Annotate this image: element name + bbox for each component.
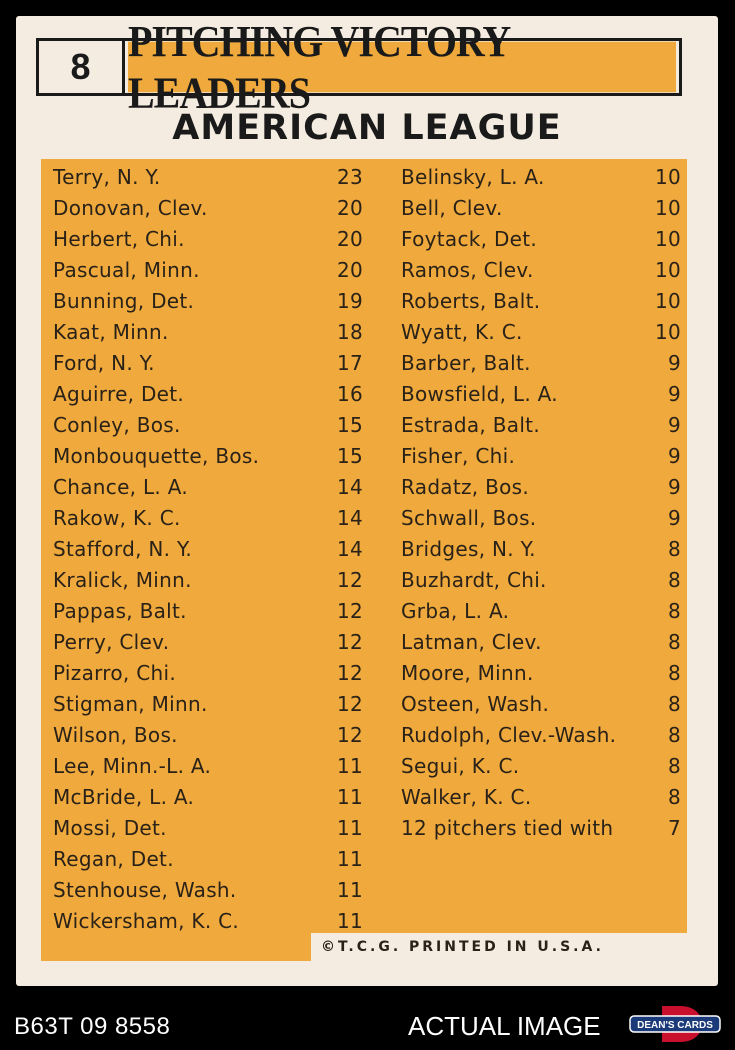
leader-row: [401, 812, 681, 843]
copyright-line: ©T.C.G. PRINTED IN U.S.A.: [311, 933, 687, 961]
pitcher-name: Conley, Bos.: [53, 412, 181, 437]
leader-row: [53, 564, 363, 595]
pitcher-name: Chance, L. A.: [53, 474, 189, 499]
pitcher-name: Rudolph, Clev.-Wash.: [401, 722, 617, 747]
deans-cards-logo: [628, 1004, 722, 1044]
pitcher-name: Radatz, Bos.: [401, 474, 530, 499]
leader-row: [53, 502, 363, 533]
leader-row: [53, 781, 363, 812]
win-count: 8: [667, 660, 681, 685]
leader-row: [401, 781, 681, 812]
leader-row: [401, 347, 681, 378]
leader-row: [53, 905, 363, 936]
pitcher-name: Herbert, Chi.: [53, 226, 185, 251]
win-count: 16: [336, 381, 363, 406]
win-count: 9: [667, 443, 681, 468]
leader-row: [401, 254, 681, 285]
win-count: 19: [336, 288, 363, 313]
pitcher-name: Barber, Balt.: [401, 350, 531, 375]
pitcher-name: Monbouquette, Bos.: [53, 443, 260, 468]
win-count: 12: [336, 598, 363, 623]
leader-row: [53, 657, 363, 688]
card-header: [36, 16, 682, 118]
pitcher-name: 12 pitchers tied with: [401, 815, 614, 840]
win-count: 9: [667, 412, 681, 437]
leader-row: [53, 750, 363, 781]
pitcher-name: Bridges, N. Y.: [401, 536, 536, 561]
leader-row: [401, 378, 681, 409]
pitcher-name: Rakow, K. C.: [53, 505, 181, 530]
win-count: 11: [336, 815, 363, 840]
pitcher-name: Aguirre, Det.: [53, 381, 185, 406]
leader-row: [53, 595, 363, 626]
win-count: 8: [667, 567, 681, 592]
win-count: 14: [336, 474, 363, 499]
league-subtitle: AMERICAN LEAGUE: [172, 108, 562, 148]
pitcher-name: Donovan, Clev.: [53, 195, 208, 220]
leader-row: [401, 223, 681, 254]
leader-row: [53, 688, 363, 719]
pitcher-name: Osteen, Wash.: [401, 691, 550, 716]
leader-row: [401, 750, 681, 781]
trading-card: [16, 16, 718, 986]
win-count: 10: [654, 226, 681, 251]
actual-image-label: ACTUAL IMAGE: [408, 1011, 601, 1041]
pitcher-name: Bowsfield, L. A.: [401, 381, 558, 406]
logo-text: DEAN'S CARDS: [637, 1020, 713, 1031]
leader-row: [53, 843, 363, 874]
pitcher-name: Wilson, Bos.: [53, 722, 178, 747]
leaders-panel: [41, 159, 687, 961]
pitcher-name: Wyatt, K. C.: [401, 319, 523, 344]
win-count: 8: [667, 629, 681, 654]
leader-row: [401, 595, 681, 626]
card-title: PITCHING VICTORY LEADERS: [128, 42, 676, 93]
leader-row: [53, 254, 363, 285]
pitcher-name: Pascual, Minn.: [53, 257, 200, 282]
win-count: 14: [336, 505, 363, 530]
win-count: 20: [336, 257, 363, 282]
win-count: 10: [654, 319, 681, 344]
win-count: 8: [667, 722, 681, 747]
pitcher-name: Schwall, Bos.: [401, 505, 537, 530]
pitcher-name: Kaat, Minn.: [53, 319, 169, 344]
leader-row: [401, 285, 681, 316]
win-count: 11: [336, 753, 363, 778]
pitcher-name: Wickersham, K. C.: [53, 908, 240, 933]
win-count: 8: [667, 598, 681, 623]
win-count: 8: [667, 536, 681, 561]
win-count: 12: [336, 691, 363, 716]
win-count: 10: [654, 195, 681, 220]
win-count: 18: [336, 319, 363, 344]
leader-row: [53, 533, 363, 564]
pitcher-name: Ford, N. Y.: [53, 350, 155, 375]
win-count: 12: [336, 629, 363, 654]
win-count: 11: [336, 877, 363, 902]
win-count: 7: [667, 815, 681, 840]
pitcher-name: Segui, K. C.: [401, 753, 520, 778]
leader-row: [53, 347, 363, 378]
pitcher-name: Pappas, Balt.: [53, 598, 187, 623]
pitcher-name: Terry, N. Y.: [53, 164, 161, 189]
leader-row: [401, 161, 681, 192]
leader-row: [401, 657, 681, 688]
leader-row: [53, 378, 363, 409]
win-count: 10: [654, 257, 681, 282]
win-count: 9: [667, 505, 681, 530]
leader-row: [53, 719, 363, 750]
win-count: 12: [336, 660, 363, 685]
leader-row: [53, 192, 363, 223]
leader-row: [401, 688, 681, 719]
pitcher-name: Foytack, Det.: [401, 226, 538, 251]
win-count: 17: [336, 350, 363, 375]
pitcher-name: Bell, Clev.: [401, 195, 503, 220]
pitcher-name: Roberts, Balt.: [401, 288, 541, 313]
win-count: 8: [667, 691, 681, 716]
win-count: 11: [336, 784, 363, 809]
pitcher-name: Walker, K. C.: [401, 784, 532, 809]
leader-row: [401, 719, 681, 750]
leader-row: [53, 316, 363, 347]
leader-row: [53, 812, 363, 843]
leader-row: [401, 192, 681, 223]
win-count: 20: [336, 195, 363, 220]
pitcher-name: Stafford, N. Y.: [53, 536, 193, 561]
win-count: 12: [336, 722, 363, 747]
pitcher-name: Regan, Det.: [53, 846, 174, 871]
win-count: 12: [336, 567, 363, 592]
card-number: 8: [39, 41, 125, 93]
pitcher-name: Pizarro, Chi.: [53, 660, 176, 685]
leader-row: [401, 564, 681, 595]
pitcher-name: Moore, Minn.: [401, 660, 534, 685]
leader-row: [53, 223, 363, 254]
leader-row: [401, 409, 681, 440]
win-count: 9: [667, 350, 681, 375]
pitcher-name: Grba, L. A.: [401, 598, 510, 623]
leader-row: [53, 440, 363, 471]
leader-row: [53, 626, 363, 657]
leaders-left-column: [53, 161, 363, 936]
pitcher-name: Stenhouse, Wash.: [53, 877, 237, 902]
pitcher-name: Kralick, Minn.: [53, 567, 192, 592]
win-count: 15: [336, 443, 363, 468]
pitcher-name: Ramos, Clev.: [401, 257, 534, 282]
leader-row: [401, 471, 681, 502]
leader-row: [53, 161, 363, 192]
win-count: 10: [654, 164, 681, 189]
leader-row: [53, 874, 363, 905]
pitcher-name: Perry, Clev.: [53, 629, 170, 654]
win-count: 14: [336, 536, 363, 561]
win-count: 8: [667, 784, 681, 809]
win-count: 9: [667, 474, 681, 499]
leader-row: [401, 626, 681, 657]
win-count: 8: [667, 753, 681, 778]
win-count: 11: [336, 846, 363, 871]
pitcher-name: Belinsky, L. A.: [401, 164, 545, 189]
pitcher-name: Fisher, Chi.: [401, 443, 516, 468]
leader-row: [401, 533, 681, 564]
leader-row: [401, 502, 681, 533]
pitcher-name: Mossi, Det.: [53, 815, 167, 840]
leaders-right-column: [401, 161, 681, 843]
leader-row: [401, 440, 681, 471]
win-count: 9: [667, 381, 681, 406]
pitcher-name: McBride, L. A.: [53, 784, 195, 809]
leader-row: [53, 285, 363, 316]
pitcher-name: Buzhardt, Chi.: [401, 567, 547, 592]
pitcher-name: Estrada, Balt.: [401, 412, 540, 437]
win-count: 15: [336, 412, 363, 437]
leader-row: [401, 316, 681, 347]
pitcher-name: Lee, Minn.-L. A.: [53, 753, 212, 778]
certification-id: B63T 09 8558: [14, 1013, 171, 1040]
win-count: 23: [336, 164, 363, 189]
win-count: 10: [654, 288, 681, 313]
win-count: 20: [336, 226, 363, 251]
pitcher-name: Stigman, Minn.: [53, 691, 208, 716]
pitcher-name: Latman, Clev.: [401, 629, 542, 654]
win-count: 11: [336, 908, 363, 933]
leader-row: [53, 471, 363, 502]
leader-row: [53, 409, 363, 440]
pitcher-name: Bunning, Det.: [53, 288, 195, 313]
